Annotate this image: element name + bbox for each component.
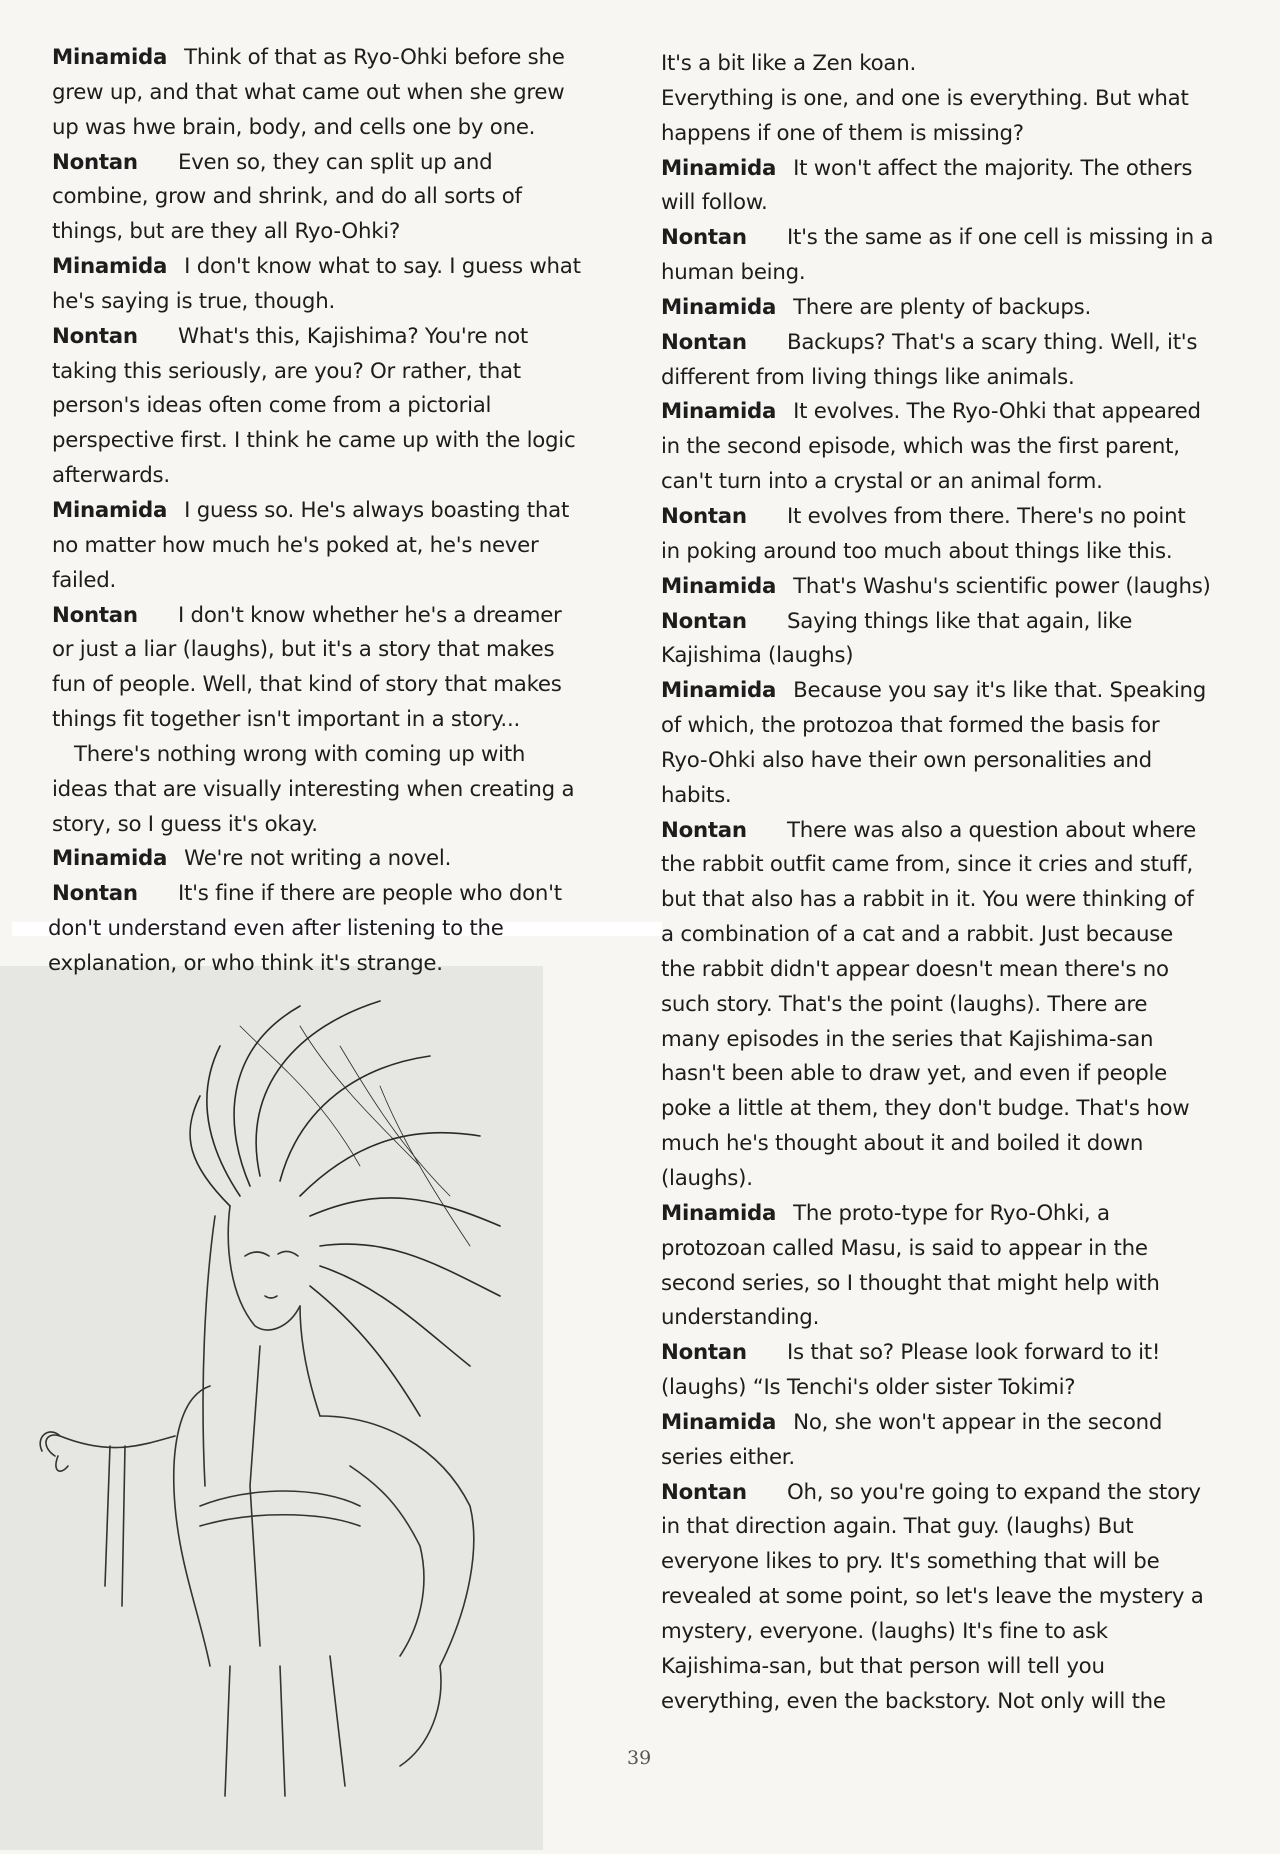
text-line bbox=[52, 808, 612, 843]
text-line bbox=[661, 465, 1261, 500]
speaker-label: Minamida bbox=[661, 155, 777, 181]
line-text: second series, so I thought that might help with bbox=[661, 1270, 1160, 1296]
text-line bbox=[661, 953, 1261, 988]
text-line bbox=[52, 215, 612, 250]
text-line bbox=[52, 738, 612, 773]
speaker-label: Minamida bbox=[661, 399, 777, 425]
speaker-label: Minamida bbox=[52, 846, 168, 872]
text-line bbox=[661, 1580, 1261, 1615]
text-line bbox=[661, 1162, 1261, 1197]
line-text: The proto-type for Ryo-Ohki, a bbox=[793, 1200, 1110, 1226]
text-line bbox=[661, 361, 1261, 396]
text-line bbox=[661, 848, 1261, 883]
text-line bbox=[661, 82, 1261, 117]
speaker-label: Nontan bbox=[52, 323, 138, 349]
face-strokes bbox=[203, 1206, 320, 1486]
text-line bbox=[52, 146, 612, 181]
text-line bbox=[52, 424, 612, 459]
text-line bbox=[661, 1301, 1261, 1336]
line-text: in poking around too much about things like this. bbox=[661, 538, 1173, 564]
text-line bbox=[661, 639, 1261, 674]
line-text: series either. bbox=[661, 1444, 795, 1470]
line-text: We're not writing a novel. bbox=[184, 846, 452, 872]
text-line bbox=[661, 430, 1261, 465]
line-text: I don't know whether he's a dreamer bbox=[178, 602, 562, 628]
speaker-label: Minamida bbox=[52, 497, 168, 523]
text-line bbox=[52, 494, 612, 529]
line-text: person's ideas often come from a pictorial bbox=[52, 393, 492, 419]
line-text: Everything is one, and one is everything. But what bbox=[661, 85, 1189, 111]
text-line bbox=[661, 1232, 1261, 1267]
speaker-label: Minamida bbox=[661, 678, 777, 704]
line-text: human being. bbox=[661, 260, 806, 286]
text-line bbox=[52, 250, 612, 285]
line-text: That's Washu's scientific power (laughs) bbox=[793, 573, 1211, 599]
left-text-column bbox=[48, 41, 612, 982]
text-line bbox=[661, 1057, 1261, 1092]
text-line bbox=[52, 773, 612, 808]
text-line bbox=[661, 744, 1261, 779]
text-line bbox=[52, 564, 612, 599]
text-line bbox=[48, 912, 612, 947]
speaker-label: Nontan bbox=[52, 149, 138, 175]
text-line bbox=[52, 389, 612, 424]
text-line bbox=[661, 395, 1261, 430]
line-text: No, she won't appear in the second bbox=[793, 1409, 1163, 1435]
speaker-label: Minamida bbox=[52, 254, 168, 280]
line-text: Is that so? Please look forward to it! bbox=[787, 1340, 1161, 1366]
page-number: 39 bbox=[627, 1747, 652, 1769]
text-line bbox=[661, 779, 1261, 814]
line-text: It evolves. The Ryo-Ohki that appeared bbox=[793, 399, 1201, 425]
text-line bbox=[661, 326, 1261, 361]
line-text: story, so I guess it's okay. bbox=[52, 811, 318, 837]
text-line bbox=[52, 459, 612, 494]
line-text: combine, grow and shrink, and do all sorts of bbox=[52, 184, 522, 210]
line-text: Think of that as Ryo-Ohki before she bbox=[184, 45, 565, 70]
text-line bbox=[661, 918, 1261, 953]
line-text: things fit together isn't important in a story... bbox=[52, 707, 520, 733]
speaker-label: Nontan bbox=[661, 503, 747, 529]
line-text: Kajishima-san, but that person will tell you bbox=[661, 1653, 1105, 1679]
line-text: There was also a question about where bbox=[787, 817, 1196, 843]
line-text: he's saying is true, though. bbox=[52, 288, 335, 314]
text-line bbox=[661, 1406, 1261, 1441]
line-text: I guess so. He's always boasting that bbox=[184, 497, 570, 523]
text-line bbox=[661, 814, 1261, 849]
text-line bbox=[661, 1267, 1261, 1302]
speaker-label: Minamida bbox=[52, 45, 168, 70]
text-line bbox=[661, 1023, 1261, 1058]
line-text: (laughs) “Is Tenchi's older sister Tokimi? bbox=[661, 1375, 1076, 1401]
line-text: understanding. bbox=[661, 1305, 820, 1331]
text-line bbox=[661, 605, 1261, 640]
line-text: ideas that are visually interesting when creating a bbox=[52, 776, 575, 802]
text-line bbox=[661, 1476, 1261, 1511]
text-line bbox=[52, 355, 612, 390]
speaker-label: Minamida bbox=[661, 1200, 777, 1226]
line-text: explanation, or who think it's strange. bbox=[48, 950, 443, 976]
line-text: in that direction again. That guy. (laughs) But bbox=[661, 1514, 1134, 1540]
text-line bbox=[661, 674, 1261, 709]
character-sketch-illustration bbox=[0, 966, 543, 1850]
right-text-column bbox=[661, 47, 1261, 1720]
line-text: revealed at some point, so let's leave the mystery a bbox=[661, 1584, 1204, 1610]
text-line bbox=[52, 180, 612, 215]
text-line bbox=[661, 117, 1261, 152]
text-line bbox=[52, 703, 612, 738]
text-line bbox=[661, 988, 1261, 1023]
text-line bbox=[661, 186, 1261, 221]
line-text: the rabbit outfit came from, since it cries and stuff, bbox=[661, 852, 1194, 878]
line-text: It won't affect the majority. The others bbox=[793, 155, 1193, 181]
text-line bbox=[52, 529, 612, 564]
text-line bbox=[661, 1685, 1261, 1720]
body-strokes bbox=[40, 1346, 474, 1796]
text-line bbox=[661, 535, 1261, 570]
line-text: Ryo-Ohki also have their own personalities and bbox=[661, 747, 1152, 773]
line-text: It evolves from there. There's no point bbox=[787, 503, 1186, 529]
speaker-label: Minamida bbox=[661, 1409, 777, 1435]
text-line bbox=[661, 221, 1261, 256]
text-line bbox=[661, 1650, 1261, 1685]
speaker-label: Nontan bbox=[661, 817, 747, 843]
line-text: don't understand even after listening to the bbox=[48, 916, 504, 942]
text-line bbox=[661, 152, 1261, 187]
line-text: Because you say it's like that. Speaking bbox=[793, 678, 1207, 704]
text-line bbox=[661, 1441, 1261, 1476]
text-line bbox=[661, 883, 1261, 918]
speaker-label: Nontan bbox=[661, 608, 747, 634]
line-text: (laughs). bbox=[661, 1166, 753, 1191]
line-text: protozoan called Masu, is said to appear in the bbox=[661, 1235, 1148, 1261]
line-text: I don't know what to say. I guess what bbox=[184, 254, 581, 280]
text-line bbox=[661, 1545, 1261, 1580]
line-text: of which, the protozoa that formed the basis for bbox=[661, 713, 1160, 739]
text-line bbox=[52, 41, 612, 76]
line-text: Oh, so you're going to expand the story bbox=[787, 1479, 1201, 1505]
speaker-label: Nontan bbox=[52, 602, 138, 628]
line-text: different from living things like animals. bbox=[661, 364, 1075, 390]
line-text: Even so, they can split up and bbox=[178, 149, 493, 175]
line-text: Saying things like that again, like bbox=[787, 608, 1133, 634]
text-line bbox=[661, 500, 1261, 535]
line-text: taking this seriously, are you? Or rather, that bbox=[52, 358, 521, 384]
text-line bbox=[661, 1371, 1261, 1406]
line-text: failed. bbox=[52, 567, 117, 593]
line-text: poke a little at them, they don't budge. That's how bbox=[661, 1096, 1190, 1122]
line-text: up was hwe brain, body, and cells one by one. bbox=[52, 114, 536, 140]
line-text: but that also has a rabbit in it. You were thinking of bbox=[661, 887, 1194, 913]
text-line bbox=[661, 1197, 1261, 1232]
line-text: hasn't been able to draw yet, and even if people bbox=[661, 1061, 1168, 1087]
speaker-label: Nontan bbox=[661, 329, 747, 355]
speaker-label: Nontan bbox=[661, 225, 747, 251]
line-text: no matter how much he's poked at, he's never bbox=[52, 532, 539, 558]
text-line bbox=[661, 709, 1261, 744]
text-line bbox=[52, 668, 612, 703]
line-text: in the second episode, which was the first parent, bbox=[661, 434, 1180, 460]
text-line bbox=[661, 1510, 1261, 1545]
text-line bbox=[661, 47, 1261, 82]
text-line bbox=[48, 947, 612, 982]
text-line bbox=[52, 842, 612, 877]
text-line bbox=[661, 1336, 1261, 1371]
text-line bbox=[52, 76, 612, 111]
line-text: everyone likes to pry. It's something that will be bbox=[661, 1549, 1160, 1575]
line-text: perspective first. I think he came up with the logic bbox=[52, 428, 576, 454]
line-text: habits. bbox=[661, 782, 732, 808]
text-line bbox=[661, 291, 1261, 326]
line-text: such story. That's the point (laughs). There are bbox=[661, 991, 1148, 1017]
speaker-label: Nontan bbox=[661, 1340, 747, 1366]
line-text: a combination of a cat and a rabbit. Just because bbox=[661, 922, 1173, 948]
hair-strokes bbox=[190, 1001, 500, 1416]
text-line bbox=[52, 599, 612, 634]
speaker-label: Nontan bbox=[52, 881, 138, 907]
line-text: things, but are they all Ryo-Ohki? bbox=[52, 219, 400, 245]
text-line bbox=[661, 570, 1261, 605]
text-line bbox=[52, 633, 612, 668]
line-text: much he's thought about it and boiled it down bbox=[661, 1131, 1144, 1157]
text-line bbox=[661, 1127, 1261, 1162]
line-text: the rabbit didn't appear doesn't mean there's no bbox=[661, 956, 1169, 982]
text-line bbox=[52, 285, 612, 320]
text-line bbox=[52, 320, 612, 355]
text-line bbox=[661, 1092, 1261, 1127]
text-line bbox=[661, 256, 1261, 291]
text-line bbox=[661, 1615, 1261, 1650]
line-text: There's nothing wrong with coming up with bbox=[74, 741, 526, 767]
speaker-label: Nontan bbox=[661, 1479, 747, 1505]
line-text: everything, even the backstory. Not only will the bbox=[661, 1688, 1166, 1714]
line-text: happens if one of them is missing? bbox=[661, 120, 1024, 146]
line-text: many episodes in the series that Kajishima-san bbox=[661, 1026, 1154, 1052]
line-text: What's this, Kajishima? You're not bbox=[178, 323, 529, 349]
speaker-label: Minamida bbox=[661, 294, 777, 320]
line-text: Backups? That's a scary thing. Well, it's bbox=[787, 329, 1198, 355]
speaker-label: Minamida bbox=[661, 573, 777, 599]
line-text: It's the same as if one cell is missing in a bbox=[787, 225, 1214, 251]
text-line bbox=[52, 111, 612, 146]
line-text: Kajishima (laughs) bbox=[661, 643, 854, 669]
line-text: It's fine if there are people who don't bbox=[178, 881, 562, 907]
line-text: mystery, everyone. (laughs) It's fine to ask bbox=[661, 1618, 1108, 1644]
line-text: afterwards. bbox=[52, 463, 170, 489]
line-text: grew up, and that what came out when she grew bbox=[52, 79, 565, 105]
line-text: or just a liar (laughs), but it's a story that makes bbox=[52, 637, 555, 663]
text-line bbox=[52, 877, 612, 912]
line-text: can't turn into a crystal or an animal form. bbox=[661, 469, 1103, 495]
line-text: fun of people. Well, that kind of story that makes bbox=[52, 672, 562, 698]
line-text: There are plenty of backups. bbox=[793, 294, 1092, 320]
line-text: will follow. bbox=[661, 190, 768, 216]
line-text: It's a bit like a Zen koan. bbox=[661, 51, 916, 76]
